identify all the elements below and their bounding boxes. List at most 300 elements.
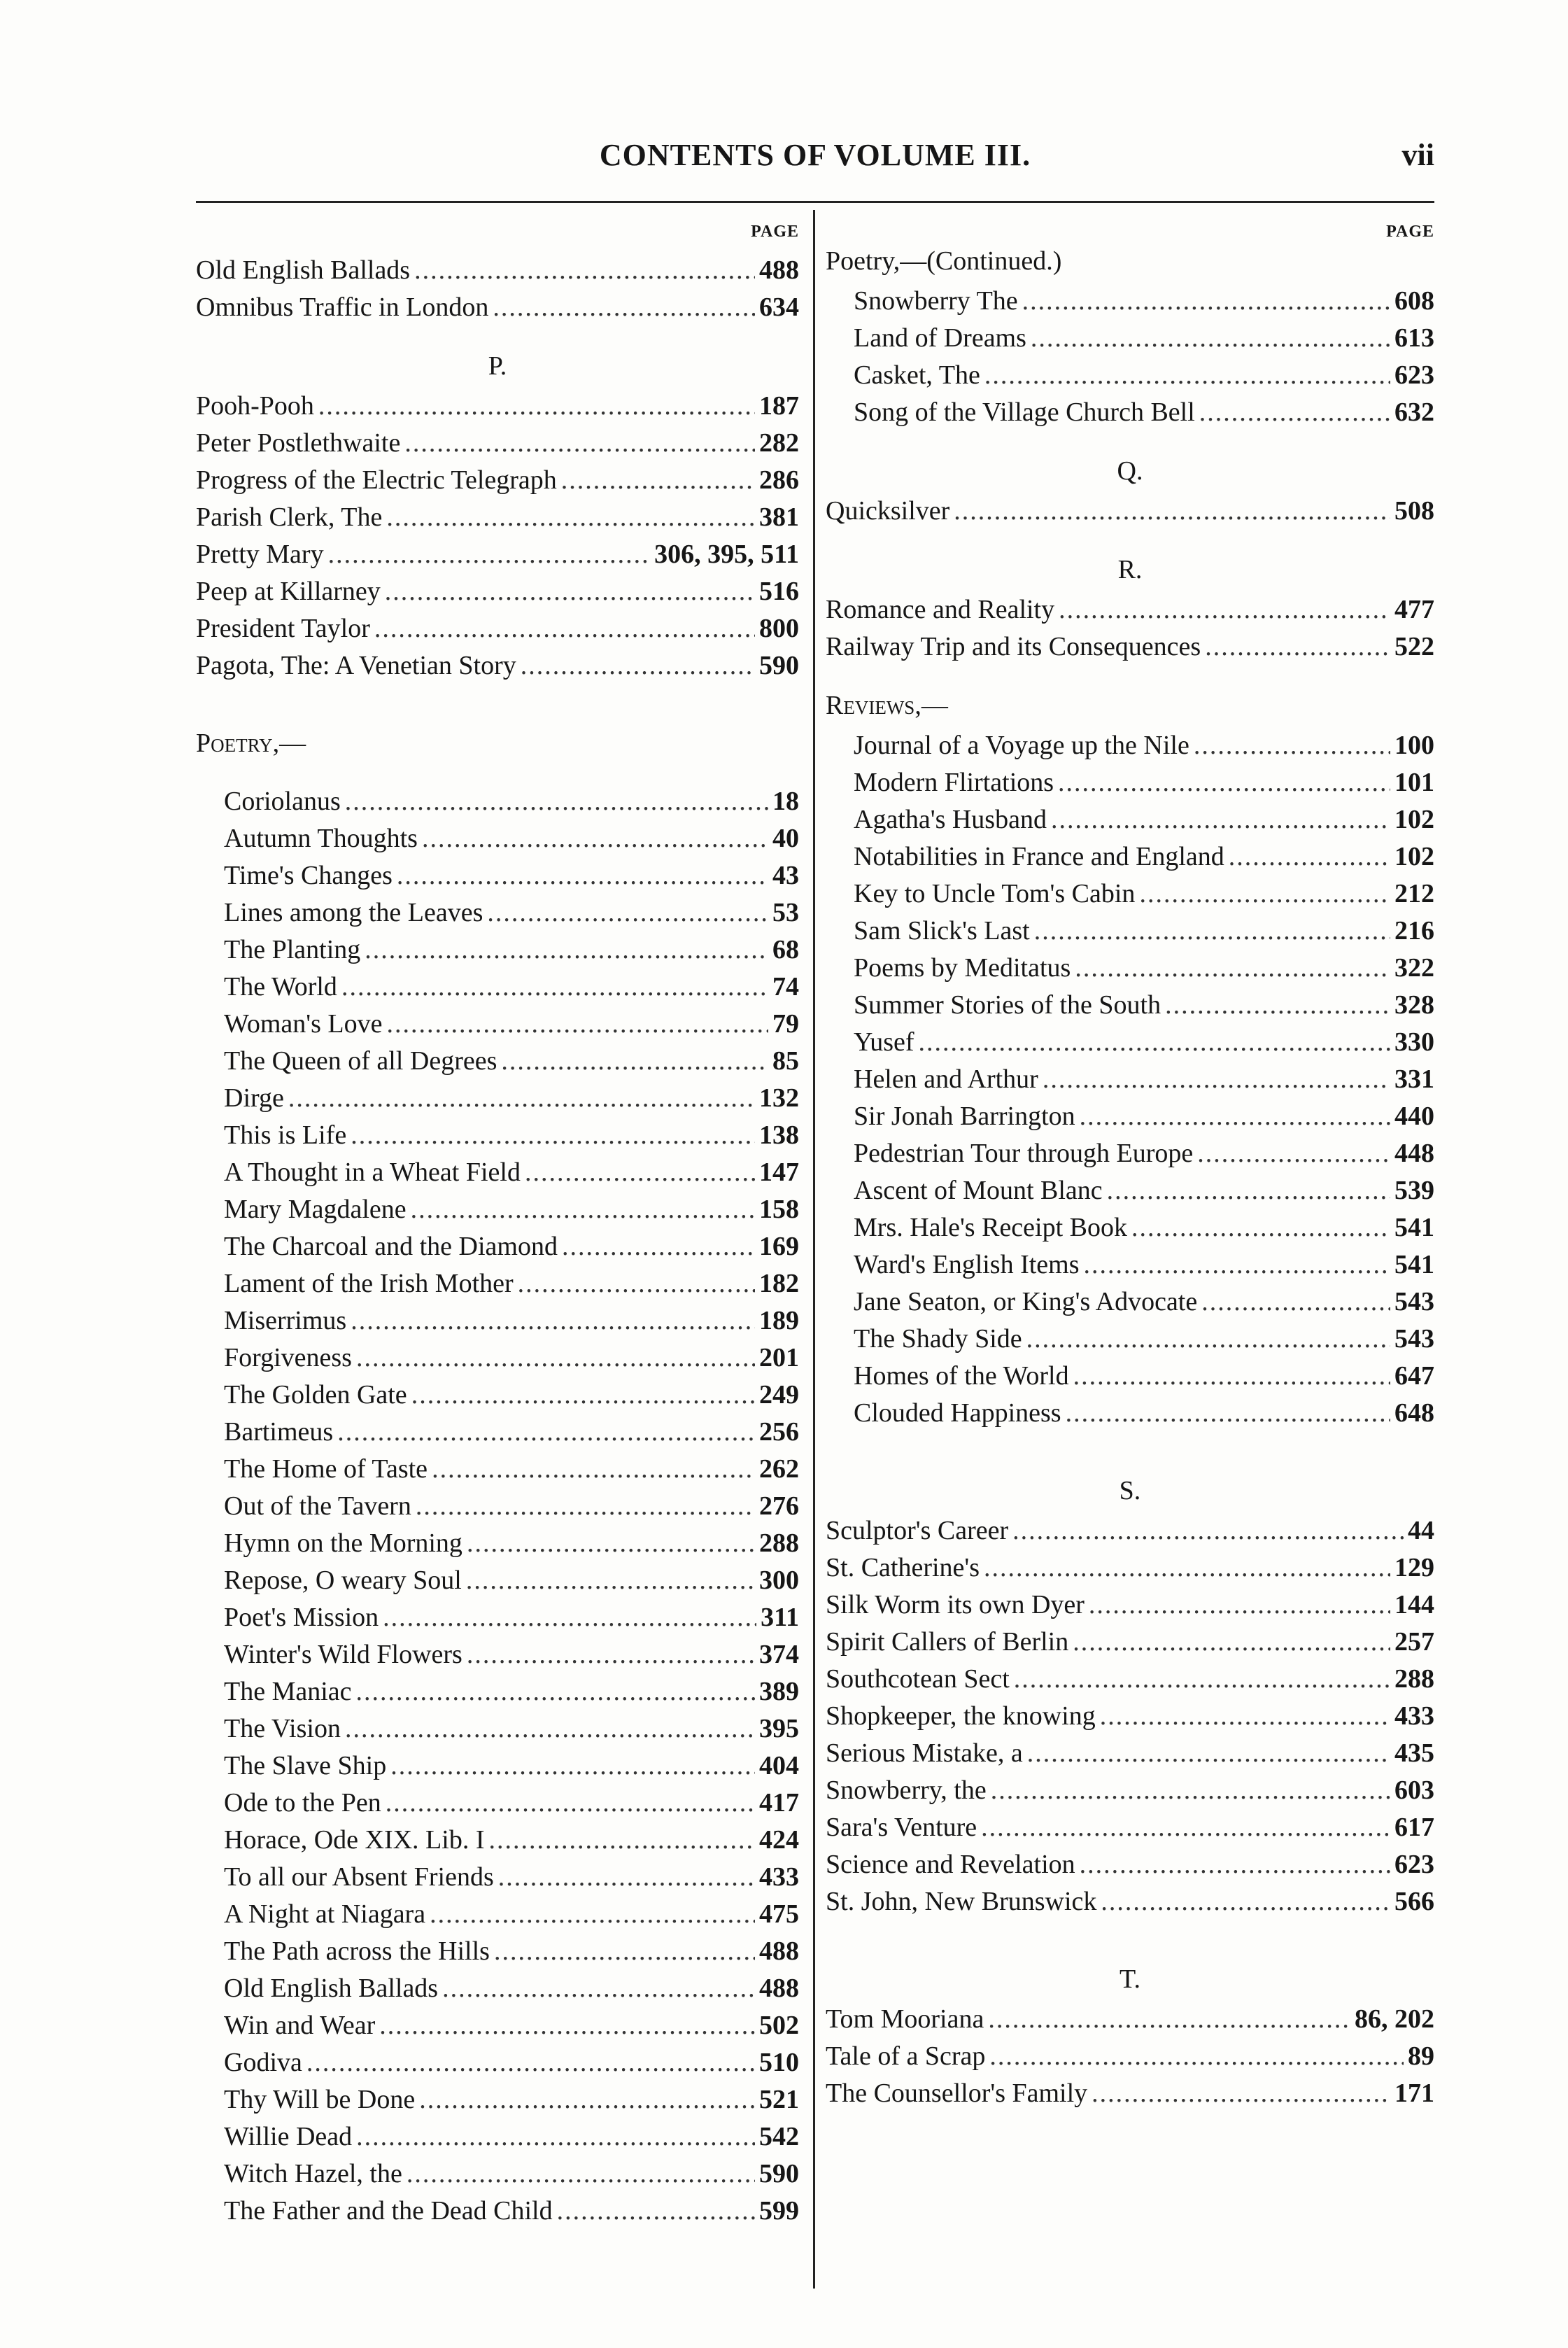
- dot-leader: [288, 1080, 755, 1117]
- dot-leader: [1051, 801, 1390, 838]
- entry-list: [826, 493, 1434, 530]
- dot-leader: [521, 647, 755, 684]
- page-title: CONTENTS OF VOLUME III.: [599, 138, 1031, 172]
- entry-title: Peep at Killarney: [196, 577, 381, 606]
- dot-leader: [984, 1549, 1390, 1587]
- entry-page: 322: [1394, 953, 1434, 983]
- entry-title: Poet's Mission: [224, 1603, 379, 1632]
- entry-page: 395: [759, 1714, 799, 1743]
- toc-entry: [196, 1154, 799, 1191]
- entry-title: Peter Postlethwaite: [196, 428, 401, 458]
- entry-title: Southcotean Sect: [826, 1664, 1010, 1694]
- entry-page: 599: [759, 2196, 799, 2226]
- dot-leader: [1080, 1846, 1390, 1883]
- entry-title: Ascent of Mount Blanc: [854, 1176, 1103, 1205]
- dot-leader: [386, 1785, 755, 1822]
- entry-page: 276: [759, 1491, 799, 1521]
- toc-entry: [826, 1883, 1434, 1920]
- entry-page: 374: [759, 1640, 799, 1669]
- entry-page: 543: [1394, 1324, 1434, 1354]
- entry-page: 144: [1394, 1590, 1434, 1619]
- entry-page: 311: [761, 1603, 799, 1632]
- left-column: [196, 210, 799, 2230]
- entry-title: The Charcoal and the Diamond: [224, 1232, 558, 1261]
- dot-leader: [385, 573, 755, 610]
- entry-title: Sir Jonah Barrington: [854, 1102, 1075, 1131]
- entry-title: A Night at Niagara: [224, 1899, 426, 1929]
- dot-leader: [422, 820, 768, 857]
- toc-entry: [196, 932, 799, 969]
- entry-list: [826, 591, 1434, 666]
- toc-entry: [196, 1896, 799, 1933]
- entry-list: [196, 252, 799, 326]
- entry-title: Notabilities in France and England: [854, 842, 1224, 871]
- entry-page: 623: [1394, 1850, 1434, 1879]
- entry-title: Repose, O weary Soul: [224, 1566, 462, 1595]
- dot-leader: [374, 610, 755, 647]
- toc-entry: [196, 1710, 799, 1748]
- entry-page: 433: [1394, 1701, 1434, 1731]
- toc-entry: [196, 536, 799, 573]
- entry-title: Sam Slick's Last: [854, 916, 1030, 945]
- dot-leader: [525, 1154, 755, 1191]
- entry-title: A Thought in a Wheat Field: [224, 1158, 521, 1187]
- toc-entry: [196, 1748, 799, 1785]
- entry-title: Modern Flirtations: [854, 768, 1054, 797]
- entry-title: Winter's Wild Flowers: [224, 1640, 462, 1669]
- toc-entry: [196, 647, 799, 684]
- entry-page: 381: [759, 502, 799, 532]
- toc-entry: [196, 1599, 799, 1636]
- toc-entry: [196, 1562, 799, 1599]
- entry-page: 147: [759, 1158, 799, 1187]
- dot-leader: [345, 1710, 755, 1748]
- entry-page: 508: [1394, 496, 1434, 526]
- toc-entry: [196, 2193, 799, 2230]
- dot-leader: [1059, 591, 1390, 628]
- entry-title: Summer Stories of the South: [854, 990, 1161, 1020]
- entry-page: 138: [759, 1120, 799, 1150]
- toc-entry: [196, 894, 799, 932]
- dot-leader: [467, 1636, 755, 1673]
- entry-title: Lament of the Irish Mother: [224, 1269, 514, 1298]
- entry-title: Godiva: [224, 2048, 302, 2077]
- entry-title: The Slave Ship: [224, 1751, 387, 1780]
- toc-entry: [826, 2038, 1434, 2075]
- toc-entry: [196, 1636, 799, 1673]
- toc-entry: [826, 1624, 1434, 1661]
- dot-leader: [1014, 1661, 1390, 1698]
- toc-entry: [826, 876, 1434, 913]
- dot-leader: [954, 493, 1390, 530]
- entry-page: 102: [1394, 805, 1434, 834]
- entry-title: Old English Ballads: [224, 1974, 439, 2003]
- toc-entry: [196, 2044, 799, 2081]
- entry-page: 477: [1394, 595, 1434, 624]
- entry-page: 542: [759, 2122, 799, 2151]
- dot-leader: [345, 783, 768, 820]
- entry-page: 543: [1394, 1287, 1434, 1316]
- toc-entry: [826, 1661, 1434, 1698]
- dot-leader: [432, 1451, 755, 1488]
- entry-title: Progress of the Electric Telegraph: [196, 465, 557, 495]
- dot-leader: [991, 1772, 1390, 1809]
- page-column-label: PAGE: [751, 223, 799, 241]
- dot-leader: [442, 1970, 755, 2007]
- dot-leader: [390, 1748, 755, 1785]
- dot-leader: [1084, 1246, 1390, 1284]
- entry-page: 182: [759, 1269, 799, 1298]
- entry-title: Pagota, The: A Venetian Story: [196, 651, 516, 680]
- right-column: [826, 210, 1434, 2112]
- entry-page: 132: [759, 1083, 799, 1113]
- toc-entry: [826, 1809, 1434, 1846]
- entry-page: 158: [759, 1195, 799, 1224]
- entry-page: 79: [772, 1009, 799, 1039]
- entry-page: 389: [759, 1677, 799, 1706]
- dot-leader: [981, 1809, 1390, 1846]
- toc-entry: [196, 425, 799, 462]
- dot-leader: [557, 2193, 755, 2230]
- entry-title: Ward's English Items: [854, 1250, 1080, 1279]
- dot-leader: [1027, 1735, 1390, 1772]
- entry-page: 330: [1394, 1027, 1434, 1057]
- dot-leader: [1022, 283, 1390, 320]
- entry-title: Time's Changes: [224, 861, 393, 890]
- entry-page: 613: [1394, 323, 1434, 353]
- dot-leader: [1012, 1512, 1404, 1549]
- entry-title: Snowberry The: [854, 286, 1018, 316]
- entry-page: 187: [759, 391, 799, 421]
- entry-list: [826, 727, 1434, 1432]
- toc-entry: [196, 1488, 799, 1525]
- toc-entry: [826, 320, 1434, 357]
- dot-leader: [561, 462, 755, 499]
- entry-title: Miserrimus: [224, 1306, 347, 1335]
- dot-leader: [430, 1896, 755, 1933]
- entry-page: 424: [759, 1825, 799, 1855]
- entry-page: 404: [759, 1751, 799, 1780]
- dot-leader: [1194, 727, 1390, 764]
- toc-entry: [196, 969, 799, 1006]
- entry-page: 43: [772, 861, 799, 890]
- entry-page: 510: [759, 2048, 799, 2077]
- dot-leader: [1066, 1395, 1390, 1432]
- toc-entry: [196, 573, 799, 610]
- section-letter-r: R.: [1117, 555, 1143, 584]
- toc-entry: [196, 499, 799, 536]
- entry-title: Clouded Happiness: [854, 1398, 1061, 1428]
- section-letter-q: Q.: [1117, 456, 1143, 486]
- toc-entry: [196, 1228, 799, 1265]
- entry-title: The Home of Taste: [224, 1454, 428, 1484]
- dot-leader: [351, 1302, 755, 1340]
- toc-entry: [196, 1525, 799, 1562]
- dot-leader: [407, 2156, 755, 2193]
- toc-entry: [196, 1451, 799, 1488]
- dot-leader: [1229, 838, 1390, 876]
- toc-entry: [196, 289, 799, 326]
- toc-entry: [826, 987, 1434, 1024]
- entry-page: 608: [1394, 286, 1434, 316]
- dot-leader: [1031, 320, 1390, 357]
- entry-page: 44: [1408, 1516, 1434, 1545]
- section-letter-t: T.: [1120, 1964, 1140, 1994]
- page-column-label: PAGE: [1386, 223, 1434, 241]
- entry-page: 306, 395, 511: [654, 540, 799, 569]
- entry-title: Song of the Village Church Bell: [854, 398, 1195, 427]
- toc-entry: [196, 1859, 799, 1896]
- entry-title: Old English Ballads: [196, 255, 411, 285]
- toc-entry: [196, 2081, 799, 2118]
- entry-title: Agatha's Husband: [854, 805, 1047, 834]
- entry-title: This is Life: [224, 1120, 347, 1150]
- toc-entry: [196, 1006, 799, 1043]
- toc-entry: [826, 1587, 1434, 1624]
- entry-page: 101: [1394, 768, 1434, 797]
- entry-page: 216: [1394, 916, 1434, 945]
- entry-title: The Planting: [224, 935, 361, 964]
- page-header: [196, 137, 1434, 186]
- section-letter-s: S.: [1119, 1476, 1141, 1505]
- dot-leader: [1058, 764, 1390, 801]
- dot-leader: [365, 932, 768, 969]
- entry-title: The Shady Side: [854, 1324, 1022, 1354]
- entry-title: Quicksilver: [826, 496, 950, 526]
- toc-entry: [826, 1135, 1434, 1172]
- entry-page: 189: [759, 1306, 799, 1335]
- toc-entry: [826, 357, 1434, 394]
- toc-entry: [196, 2156, 799, 2193]
- entry-page: 68: [772, 935, 799, 964]
- toc-entry: [826, 1061, 1434, 1098]
- dot-leader: [1199, 394, 1390, 431]
- dot-leader: [493, 289, 755, 326]
- entry-title: St. Catherine's: [826, 1553, 980, 1582]
- entry-page: 488: [759, 255, 799, 285]
- dot-leader: [1026, 1321, 1390, 1358]
- entry-title: Forgiveness: [224, 1343, 352, 1372]
- toc-entry: [196, 1191, 799, 1228]
- toc-entry: [196, 1340, 799, 1377]
- entry-page: 262: [759, 1454, 799, 1484]
- dot-leader: [501, 1043, 768, 1080]
- toc-entry: [826, 394, 1434, 431]
- dot-leader: [1100, 1698, 1390, 1735]
- dot-leader: [341, 969, 768, 1006]
- toc-entry: [826, 950, 1434, 987]
- entry-page: 171: [1394, 2079, 1434, 2108]
- entry-title: President Taylor: [196, 614, 370, 643]
- toc-entry: [826, 1772, 1434, 1809]
- dot-leader: [414, 252, 755, 289]
- entry-page: 328: [1394, 990, 1434, 1020]
- toc-entry: [826, 727, 1434, 764]
- entry-title: Journal of a Voyage up the Nile: [854, 731, 1189, 760]
- entry-page: 169: [759, 1232, 799, 1261]
- toc-entry: [196, 1377, 799, 1414]
- entry-title: Poems by Meditatus: [854, 953, 1071, 983]
- dot-leader: [318, 388, 755, 425]
- dot-leader: [1107, 1172, 1390, 1209]
- entry-page: 288: [1394, 1664, 1434, 1694]
- entry-title: The Father and the Dead Child: [224, 2196, 553, 2226]
- dot-leader: [1073, 1358, 1390, 1395]
- entry-page: 201: [759, 1343, 799, 1372]
- entry-title: Sculptor's Career: [826, 1516, 1009, 1545]
- dot-leader: [498, 1859, 755, 1896]
- toc-entry: [826, 1735, 1434, 1772]
- entry-title: Dirge: [224, 1083, 284, 1113]
- entry-title: Serious Mistake, a: [826, 1738, 1023, 1768]
- entry-page: 433: [759, 1862, 799, 1892]
- toc-entry: [196, 2007, 799, 2044]
- toc-entry: [826, 1098, 1434, 1135]
- toc-entry: [196, 1785, 799, 1822]
- entry-title: Mary Magdalene: [224, 1195, 407, 1224]
- toc-entry: [196, 1673, 799, 1710]
- entry-title: Jane Seaton, or King's Advocate: [854, 1287, 1198, 1316]
- entry-title: Horace, Ode XIX. Lib. I: [224, 1825, 485, 1855]
- entry-page: 502: [759, 2011, 799, 2040]
- toc-entry: [196, 1933, 799, 1970]
- dot-leader: [1092, 2075, 1390, 2112]
- dot-leader: [356, 2118, 755, 2156]
- toc-entry: [826, 493, 1434, 530]
- entry-page: 331: [1394, 1064, 1434, 1094]
- entry-page: 566: [1394, 1887, 1434, 1916]
- dot-leader: [328, 536, 651, 573]
- dot-leader: [397, 857, 768, 894]
- dot-leader: [351, 1117, 755, 1154]
- entry-page: 488: [759, 1936, 799, 1966]
- entry-page: 800: [759, 614, 799, 643]
- entry-title: Shopkeeper, the knowing: [826, 1701, 1096, 1731]
- toc-entry: [196, 857, 799, 894]
- entry-page: 288: [759, 1528, 799, 1558]
- toc-entry: [196, 1117, 799, 1154]
- entry-title: Romance and Reality: [826, 595, 1055, 624]
- dot-leader: [379, 2007, 755, 2044]
- entry-page: 521: [759, 2085, 799, 2114]
- entry-title: The Golden Gate: [224, 1380, 407, 1409]
- dot-leader: [416, 1488, 755, 1525]
- dot-leader: [988, 2001, 1350, 2038]
- entry-title: Science and Revelation: [826, 1850, 1075, 1879]
- toc-entry: [826, 628, 1434, 666]
- dot-leader: [1089, 1587, 1390, 1624]
- entry-title: Pooh-Pooh: [196, 391, 314, 421]
- toc-entry: [826, 913, 1434, 950]
- entry-page: 440: [1394, 1102, 1434, 1131]
- dot-leader: [306, 2044, 755, 2081]
- entry-title: St. John, New Brunswick: [826, 1887, 1097, 1916]
- entry-page: 632: [1394, 398, 1434, 427]
- toc-entry: [826, 1395, 1434, 1432]
- entry-page: 541: [1394, 1213, 1434, 1242]
- entry-page: 74: [772, 972, 799, 1001]
- entry-list: [826, 283, 1434, 431]
- toc-entry: [196, 1265, 799, 1302]
- toc-entry: [826, 764, 1434, 801]
- entry-page: 516: [759, 577, 799, 606]
- column-divider: [813, 210, 815, 2289]
- toc-entry: [196, 388, 799, 425]
- toc-entry: [826, 1024, 1434, 1061]
- toc-entry: [196, 783, 799, 820]
- entry-title: Coriolanus: [224, 787, 341, 816]
- entry-page: 249: [759, 1380, 799, 1409]
- toc-entry: [826, 1698, 1434, 1735]
- entry-title: Helen and Arthur: [854, 1064, 1038, 1094]
- entry-title: The Path across the Hills: [224, 1936, 490, 1966]
- dot-leader: [1101, 1883, 1390, 1920]
- dot-leader: [466, 1562, 755, 1599]
- toc-entry: [196, 2118, 799, 2156]
- dot-leader: [1075, 950, 1390, 987]
- entry-title: Pretty Mary: [196, 540, 324, 569]
- toc-entry: [196, 1043, 799, 1080]
- entry-title: Tom Mooriana: [826, 2004, 984, 2034]
- entry-title: Ode to the Pen: [224, 1788, 381, 1818]
- entry-title: Sara's Venture: [826, 1813, 977, 1842]
- entry-title: Lines among the Leaves: [224, 898, 483, 927]
- toc-entry: [196, 1414, 799, 1451]
- entry-list: [826, 1512, 1434, 1920]
- dot-leader: [411, 1377, 755, 1414]
- entry-title: Woman's Love: [224, 1009, 383, 1039]
- dot-leader: [411, 1191, 755, 1228]
- toc-entry: [196, 1080, 799, 1117]
- dot-leader: [383, 1599, 756, 1636]
- entry-title: Railway Trip and its Consequences: [826, 632, 1201, 661]
- toc-entry: [826, 1284, 1434, 1321]
- entry-page: 634: [759, 293, 799, 322]
- toc-entry: [196, 1302, 799, 1340]
- dot-leader: [487, 894, 768, 932]
- toc-entry: [196, 820, 799, 857]
- entry-title: Key to Uncle Tom's Cabin: [854, 879, 1136, 908]
- entry-title: Out of the Tavern: [224, 1491, 411, 1521]
- entry-page: 475: [759, 1899, 799, 1929]
- dot-leader: [404, 425, 755, 462]
- header-rule: [196, 201, 1434, 203]
- section-heading-poetry: Poetry,—: [196, 729, 306, 758]
- toc-entry: [826, 1246, 1434, 1284]
- entry-title: The Maniac: [224, 1677, 352, 1706]
- toc-entry: [826, 2001, 1434, 2038]
- dot-leader: [337, 1414, 755, 1451]
- entry-page: 257: [1394, 1627, 1434, 1657]
- toc-entry: [196, 252, 799, 289]
- toc-entry: [826, 1549, 1434, 1587]
- entry-page: 86, 202: [1355, 2004, 1434, 2034]
- dot-leader: [984, 357, 1390, 394]
- entry-title: Omnibus Traffic in London: [196, 293, 489, 322]
- entry-page: 40: [772, 824, 799, 853]
- entry-title: The World: [224, 972, 337, 1001]
- entry-page: 89: [1408, 2041, 1434, 2071]
- entry-page: 590: [759, 2159, 799, 2188]
- entry-page: 102: [1394, 842, 1434, 871]
- entry-page: 100: [1394, 731, 1434, 760]
- dot-leader: [1131, 1209, 1390, 1246]
- toc-entry: [826, 1209, 1434, 1246]
- toc-entry: [826, 1321, 1434, 1358]
- dot-leader: [1201, 1284, 1390, 1321]
- dot-leader: [419, 2081, 755, 2118]
- dot-leader: [488, 1822, 755, 1859]
